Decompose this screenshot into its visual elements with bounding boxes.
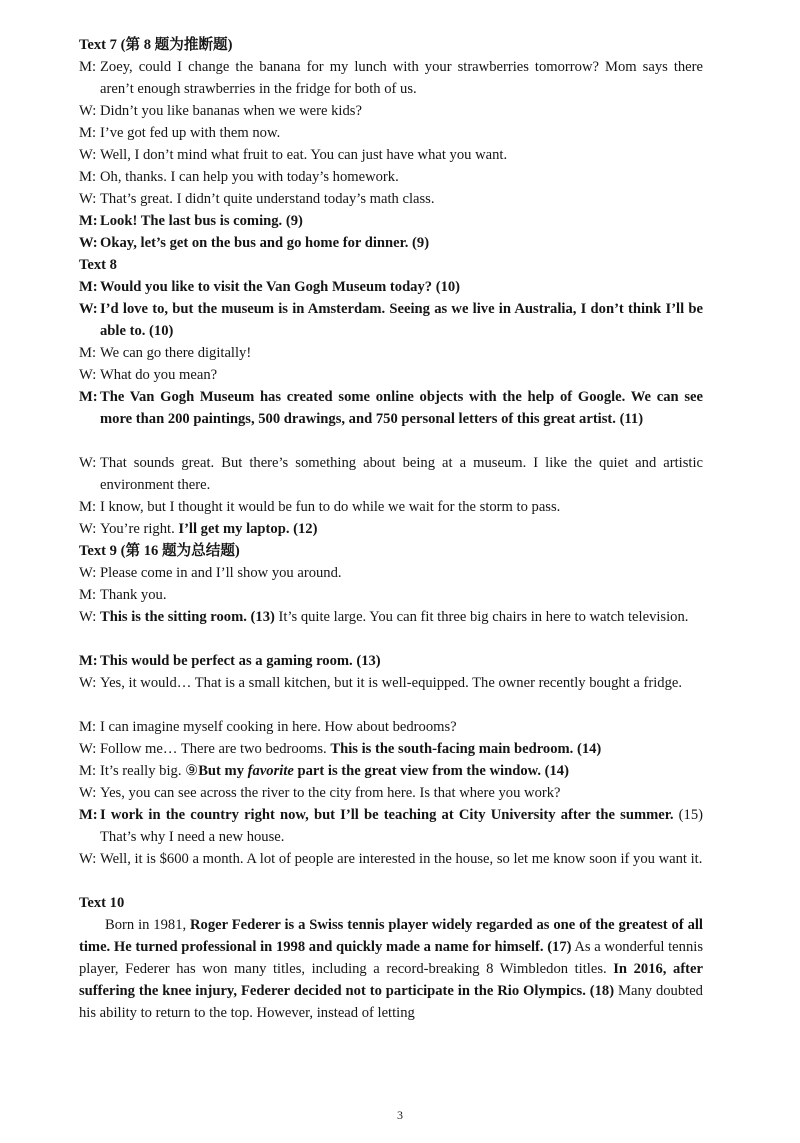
dialogue-text <box>100 210 703 232</box>
dialogue-text <box>100 56 703 100</box>
dialogue-text <box>100 782 703 804</box>
text-segment: It’s really big. ⑨ <box>100 763 199 779</box>
text-segment: Thank you. <box>100 587 167 603</box>
bold-text-segment: But my <box>198 763 248 779</box>
dialogue-line <box>79 584 703 606</box>
text-segment: Well, it is $600 a month. A lot of people are interested in the house, so let me know soon if you want it. <box>100 851 703 867</box>
speaker-label: W: <box>79 521 97 537</box>
speaker-label: W: <box>79 851 97 867</box>
dialogue-line <box>79 386 703 430</box>
speaker-label: M: <box>79 807 98 823</box>
text-segment: Well, I don’t mind what fruit to eat. You can just have what you want. <box>100 147 508 163</box>
dialogue-text <box>100 848 703 870</box>
dialogue-line <box>79 738 703 760</box>
dialogue-line <box>79 276 703 298</box>
speaker-label: W: <box>79 367 97 383</box>
speaker-label: M: <box>79 59 97 75</box>
dialogue-line <box>79 166 703 188</box>
speaker-label: W: <box>79 609 97 625</box>
bold-text-segment: Look! The last bus is coming. (9) <box>100 213 303 229</box>
speaker-label: W: <box>79 235 98 251</box>
dialogue-text <box>100 496 703 518</box>
speaker-label: M: <box>79 719 97 735</box>
dialogue-text <box>100 584 703 606</box>
page-number: 3 <box>397 1108 403 1122</box>
passage-paragraph <box>79 914 703 1024</box>
speaker-label: M: <box>79 653 98 669</box>
speaker-label: M: <box>79 763 97 779</box>
dialogue-text <box>100 276 703 298</box>
dialogue-line <box>79 144 703 166</box>
dialogue-line <box>79 804 703 848</box>
bold-text-segment: I’ll get my laptop. (12) <box>178 521 318 537</box>
text-segment: Yes, you can see across the river to the city from here. Is that where you work? <box>100 785 561 801</box>
bold-text-segment: I work in the country right now, but I’ll be teaching at City University after the summer. <box>100 807 674 823</box>
speaker-label: W: <box>79 741 97 757</box>
speaker-label: M: <box>79 125 97 141</box>
speaker-label: M: <box>79 279 98 295</box>
bold-text-segment: part is the great view from the window. (14) <box>293 763 569 779</box>
dialogue-line <box>79 100 703 122</box>
text-segment: Zoey, could I change the banana for my lunch with your strawberries tomorrow? Mom says there aren’t enough strawberries in the fridge for both of us. <box>100 59 703 97</box>
dialogue-text <box>100 562 703 584</box>
dialogue-line <box>79 606 703 628</box>
dialogue-text <box>100 716 703 738</box>
dialogue-text <box>100 606 703 628</box>
dialogue-line <box>79 672 703 694</box>
dialogue-text <box>100 122 703 144</box>
bold-text-segment: The Van Gogh Museum has created some online objects with the help of Google. We can see more than 200 paintings, 500 drawings, and 750 personal letters of this great artist. (11) <box>100 389 703 427</box>
text-segment: Follow me… There are two bedrooms. <box>100 741 331 757</box>
speaker-label: W: <box>79 455 97 471</box>
text-segment: Yes, it would… That is a small kitchen, but it is well-equipped. The owner recently bought a fridge. <box>100 675 683 691</box>
speaker-label: M: <box>79 169 97 185</box>
text-segment: You’re right. <box>100 521 179 537</box>
text-segment: That’s great. I didn’t quite understand today’s math class. <box>100 191 435 207</box>
dialogue-text <box>100 298 703 342</box>
dialogue-text <box>100 166 703 188</box>
text-segment: I can imagine myself cooking in here. How about bedrooms? <box>100 719 457 735</box>
speaker-label: M: <box>79 499 97 515</box>
bold-text-segment: In 2016, after suffering the knee injury, Federer decided not to participate in the Rio Olympics. (18) <box>79 961 703 999</box>
speaker-label: W: <box>79 675 97 691</box>
text-segment: (15) That’s why I need a new house. <box>100 807 703 845</box>
dialogue-line <box>79 848 703 870</box>
speaker-label: W: <box>79 191 97 207</box>
bold-text-segment: favorite <box>247 763 294 779</box>
text-segment: Didn’t you like bananas when we were kids? <box>100 103 362 119</box>
dialogue-text <box>100 342 703 364</box>
text-segment: Please come in and I’ll show you around. <box>100 565 342 581</box>
dialogue-text <box>100 760 703 782</box>
dialogue-text <box>100 232 703 254</box>
dialogue-text <box>100 804 703 848</box>
dialogue-line <box>79 650 703 672</box>
dialogue-line <box>79 210 703 232</box>
dialogue-text <box>100 518 703 540</box>
bold-text-segment: This is the sitting room. (13) <box>100 609 275 625</box>
dialogue-line <box>79 342 703 364</box>
speaker-label: W: <box>79 103 97 119</box>
text-segment: Many doubted his ability to return to the top. However, instead of letting <box>79 983 703 1021</box>
section-heading-text-7: Text 7 (第 8 题为推断题) <box>79 37 233 53</box>
text-segment: What do you mean? <box>100 367 218 383</box>
dialogue-text <box>100 452 703 496</box>
bold-text-segment: This would be perfect as a gaming room. (13) <box>100 653 381 669</box>
dialogue-line <box>79 122 703 144</box>
speaker-label: W: <box>79 785 97 801</box>
text-segment: Oh, thanks. I can help you with today’s homework. <box>100 169 399 185</box>
dialogue-line <box>79 56 703 100</box>
bold-text-segment: Okay, let’s get on the bus and go home for dinner. (9) <box>100 235 430 251</box>
dialogue-text <box>100 100 703 122</box>
dialogue-text <box>100 738 703 760</box>
section-heading-text-10: Text 10 <box>79 895 125 911</box>
dialogue-line <box>79 364 703 386</box>
text-segment: Born in 1981, <box>105 917 191 933</box>
speaker-label: M: <box>79 389 98 405</box>
dialogue-line <box>79 518 703 540</box>
bold-text-segment: This is the south-facing main bedroom. (14) <box>330 741 602 757</box>
speaker-label: M: <box>79 587 97 603</box>
dialogue-text <box>100 144 703 166</box>
dialogue-line <box>79 232 703 254</box>
dialogue-line <box>79 716 703 738</box>
dialogue-line <box>79 496 703 518</box>
bold-text-segment: I’d love to, but the museum is in Amsterdam. Seeing as we live in Australia, I don’t think I’ll be able to. (10) <box>100 301 703 339</box>
bold-text-segment: Roger Federer is a Swiss tennis player widely regarded as one of the greatest of all time. He turned professional in 1998 and quickly made a name for himself. (17) <box>79 917 703 955</box>
dialogue-text <box>100 364 703 386</box>
speaker-label: W: <box>79 147 97 163</box>
dialogue-text <box>100 650 703 672</box>
dialogue-line <box>79 298 703 342</box>
text-segment: I’ve got fed up with them now. <box>100 125 281 141</box>
section-heading-text-8: Text 8 <box>79 257 117 273</box>
section-heading-text-9: Text 9 (第 16 题为总结题) <box>79 543 240 559</box>
dialogue-line <box>79 452 703 496</box>
text-segment: I know, but I thought it would be fun to do while we wait for the storm to pass. <box>100 499 561 515</box>
text-segment: We can go there digitally! <box>100 345 252 361</box>
dialogue-text <box>100 188 703 210</box>
dialogue-text <box>100 386 703 430</box>
speaker-label: M: <box>79 213 98 229</box>
speaker-label: W: <box>79 301 98 317</box>
text-segment: As a wonderful tennis player, Federer has won many titles, including a record-breaking 8 Wimbledon titles. <box>79 939 703 977</box>
dialogue-line <box>79 188 703 210</box>
text-segment: That sounds great. But there’s something about being at a museum. I like the quiet and artistic environment there. <box>100 455 703 493</box>
speaker-label: M: <box>79 345 97 361</box>
text-segment: It’s quite large. You can fit three big chairs in here to watch television. <box>274 609 689 625</box>
bold-text-segment: Would you like to visit the Van Gogh Museum today? (10) <box>100 279 461 295</box>
dialogue-text <box>100 672 703 694</box>
dialogue-line <box>79 562 703 584</box>
speaker-label: W: <box>79 565 97 581</box>
dialogue-line <box>79 782 703 804</box>
dialogue-line <box>79 760 703 782</box>
